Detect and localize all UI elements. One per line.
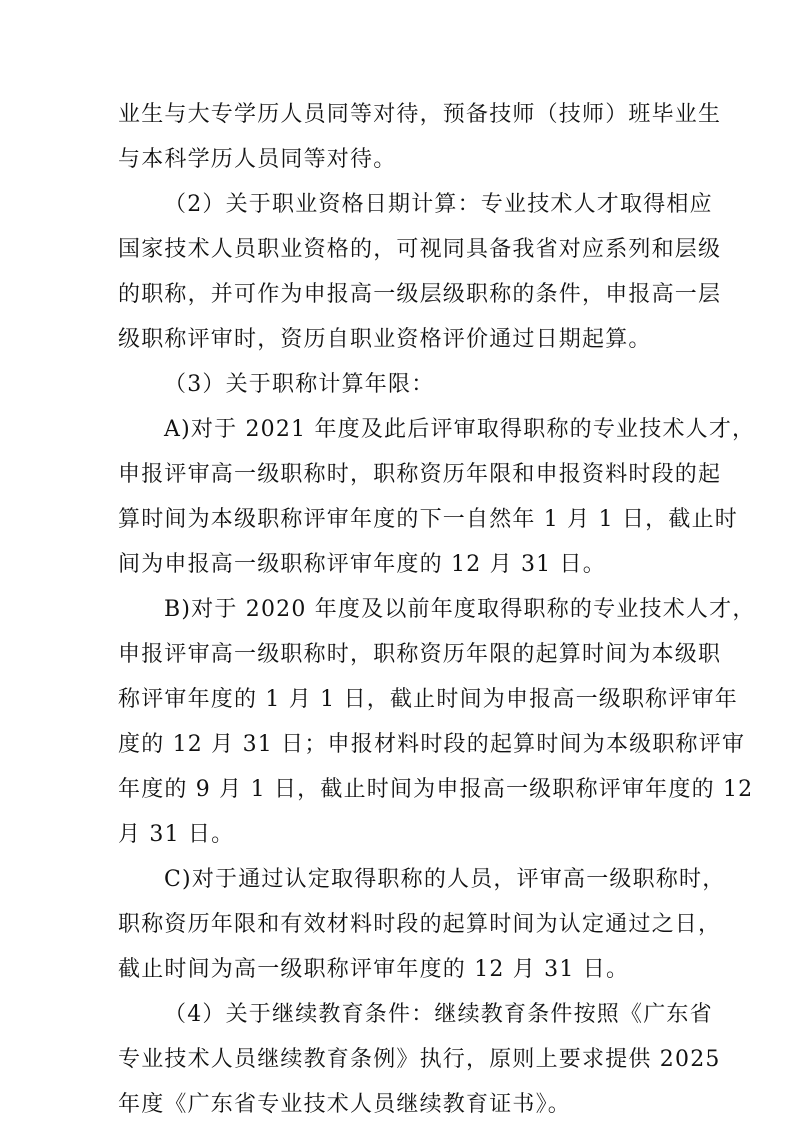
text-line: 职称资历年限和有效材料时段的起算时间为认定通过之日， xyxy=(118,912,722,937)
text-line: 截止时间为高一级职称评审年度的 12 月 31 日。 xyxy=(118,957,630,982)
text-line: C)对于通过认定取得职称的人员，评审高一级职称时， xyxy=(164,867,726,892)
text-line: （3）关于职称计算年限： xyxy=(164,372,435,397)
text-line: 算时间为本级职称评审年度的下一自然年 1 月 1 日，截止时 xyxy=(118,507,738,532)
text-line: 专业技术人员继续教育条例》执行，原则上要求提供 2025 xyxy=(118,1047,721,1072)
text-line: 度的 12 月 31 日；申报材料时段的起算时间为本级职称评审 xyxy=(118,732,746,757)
text-line: 与本科学历人员同等对待。 xyxy=(118,147,397,172)
text-line: （4）关于继续教育条件：继续教育条件按照《广东省 xyxy=(164,1002,713,1027)
text-line: 申报评审高一级职称时，职称资历年限的起算时间为本级职 xyxy=(118,642,722,667)
text-line: B)对于 2020 年度及以前年度取得职称的专业技术人才， xyxy=(164,597,756,622)
text-line: （2）关于职业资格日期计算：专业技术人才取得相应 xyxy=(164,192,713,217)
text-line: 级职称评审时，资历自职业资格评价通过日期起算。 xyxy=(118,327,652,352)
text-line: 年度的 9 月 1 日，截止时间为申报高一级职称评审年度的 12 xyxy=(118,777,754,802)
text-line: A)对于 2021 年度及此后评审取得职称的专业技术人才， xyxy=(164,417,756,442)
text-line: 申报评审高一级职称时，职称资历年限和申报资料时段的起 xyxy=(118,462,722,487)
text-line: 间为申报高一级职称评审年度的 12 月 31 日。 xyxy=(118,552,606,577)
text-line: 月 31 日。 xyxy=(118,822,235,847)
text-line: 年度《广东省专业技术人员继续教育证书》。 xyxy=(118,1092,572,1117)
text-line: 国家技术人员职业资格的，可视同具备我省对应系列和层级 xyxy=(118,237,722,262)
text-line: 称评审年度的 1 月 1 日，截止时间为申报高一级职称评审年 xyxy=(118,687,738,712)
text-line: 业生与大专学历人员同等对待，预备技师（技师）班毕业生 xyxy=(118,102,722,127)
text-line: 的职称，并可作为申报高一级层级职称的条件，申报高一层 xyxy=(118,282,722,307)
